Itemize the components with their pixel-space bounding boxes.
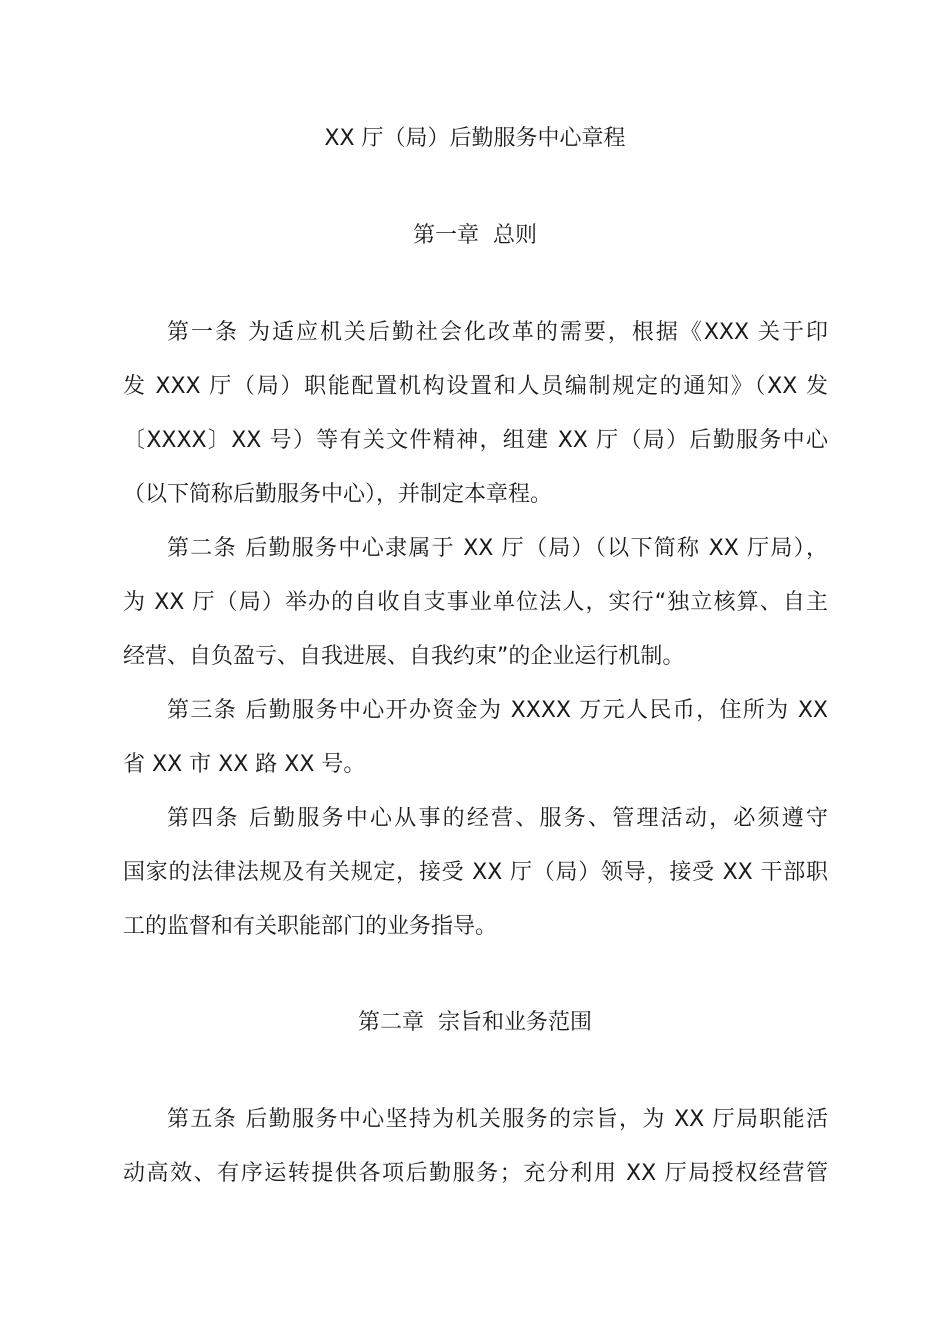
article-1-line: 〔XXXX〕XX 号）等有关文件精神，组建 XX 厅（局）后勤服务中心 [123, 428, 828, 453]
article-4-line: 第四条 后勤服务中心从事的经营、服务、管理活动，必须遵守 [167, 806, 828, 831]
article-5-line: 动高效、有序运转提供各项后勤服务；充分利用 XX 厅局授权经营管 [123, 1161, 828, 1186]
article-3-line: 第三条 后勤服务中心开办资金为 XXXX 万元人民币，住所为 XX [167, 698, 828, 723]
article-3-line: 省 XX 市 XX 路 XX 号。 [123, 752, 366, 777]
article-4-line: 工的监督和有关职能部门的业务指导。 [123, 914, 498, 939]
article-5-line: 第五条 后勤服务中心坚持为机关服务的宗旨，为 XX 厅局职能活 [167, 1107, 828, 1132]
article-2-line: 为 XX 厅（局）举办的自收自支事业单位法人，实行“独立核算、自主 [123, 590, 828, 615]
chapter-heading: 第一章 总则 [413, 223, 537, 248]
article-1-line: 第一条 为适应机关后勤社会化改革的需要，根据《XXX 关于印 [167, 320, 828, 345]
article-4-line: 国家的法律法规及有关规定，接受 XX 厅（局）领导，接受 XX 干部职 [123, 860, 828, 885]
article-1-line: 发 XXX 厅（局）职能配置机构设置和人员编制规定的通知》（XX 发 [123, 374, 828, 399]
document-title: XX 厅（局）后勤服务中心章程 [324, 126, 626, 151]
chapter-heading: 第二章 宗旨和业务范围 [358, 1010, 592, 1035]
article-2-line: 第二条 后勤服务中心隶属于 XX 厅（局）（以下简称 XX 厅局）， [167, 536, 828, 561]
article-2-line: 经营、自负盈亏、自我进展、自我约束”的企业运行机制。 [123, 644, 685, 669]
article-1-line: （以下简称后勤服务中心），并制定本章程。 [123, 482, 553, 507]
